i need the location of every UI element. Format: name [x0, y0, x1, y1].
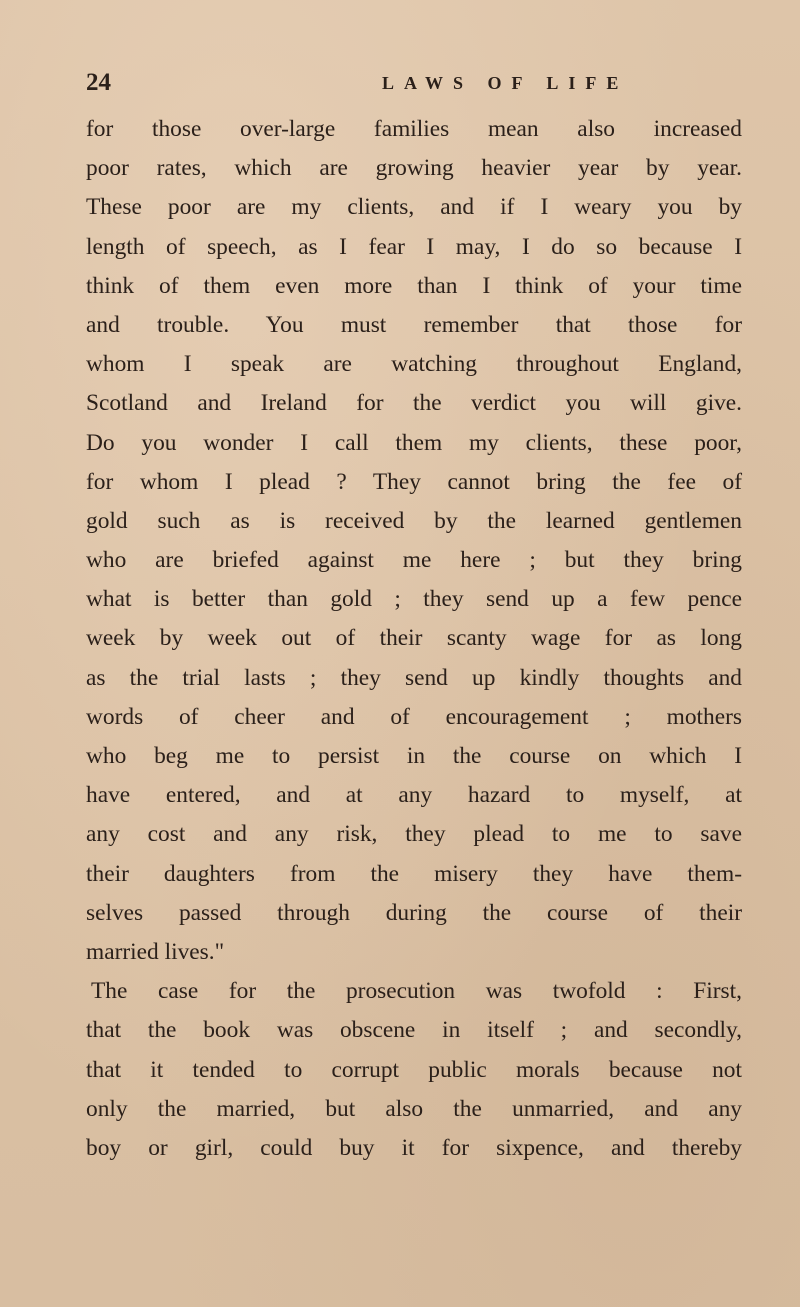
text-line: have entered, and at any hazard to myself, at	[86, 782, 742, 809]
text-line: any cost and any risk, they plead to me to save	[86, 821, 742, 848]
text-line: think of them even more than I think of your time	[86, 272, 742, 299]
text-line: who are briefed against me here ; but they bring	[86, 547, 742, 574]
text-line: for whom I plead ? They cannot bring the fee of	[86, 468, 742, 495]
text-line: week by week out of their scanty wage for as long	[86, 625, 742, 652]
running-head	[86, 66, 746, 100]
paragraph-start-line: The case for the prosecution was twofold : First,	[91, 978, 742, 1005]
text-line: who beg me to persist in the course on which I	[86, 743, 742, 769]
text-line: only the married, but also the unmarried, and any	[86, 1095, 742, 1122]
text-line: Do you wonder I call them my clients, these poor,	[86, 429, 742, 456]
page-number: 24	[86, 69, 111, 96]
text-line: selves passed through during the course of their	[86, 899, 742, 926]
text-line: boy or girl, could buy it for sixpence, and thereby	[86, 1134, 742, 1161]
running-title: LAWS OF LIFE	[382, 73, 629, 93]
text-line: that the book was obscene in itself ; and secondly,	[86, 1017, 742, 1044]
text-line: whom I speak are watching throughout England,	[86, 351, 742, 378]
text-line: for those over-large families mean also increased	[86, 116, 742, 142]
text-line: as the trial lasts ; they send up kindly thoughts and	[86, 664, 742, 691]
text-line: that it tended to corrupt public morals because not	[86, 1056, 742, 1083]
body-text	[86, 110, 742, 1168]
text-line: Scotland and Ireland for the verdict you will give.	[86, 390, 742, 417]
text-line: what is better than gold ; they send up a few pence	[86, 586, 742, 613]
text-line: gold such as is received by the learned gentlemen	[86, 507, 742, 534]
text-line: their daughters from the misery they have them-	[86, 860, 742, 887]
text-line: and trouble. You must remember that those for	[86, 311, 742, 338]
text-line: These poor are my clients, and if I weary you by	[86, 194, 742, 221]
text-line: married lives."	[86, 938, 225, 965]
text-line: words of cheer and of encouragement ; mothers	[86, 703, 742, 730]
text-line: length of speech, as I fear I may, I do so because I	[86, 233, 742, 260]
text-line: poor rates, which are growing heavier year by year.	[86, 155, 742, 182]
